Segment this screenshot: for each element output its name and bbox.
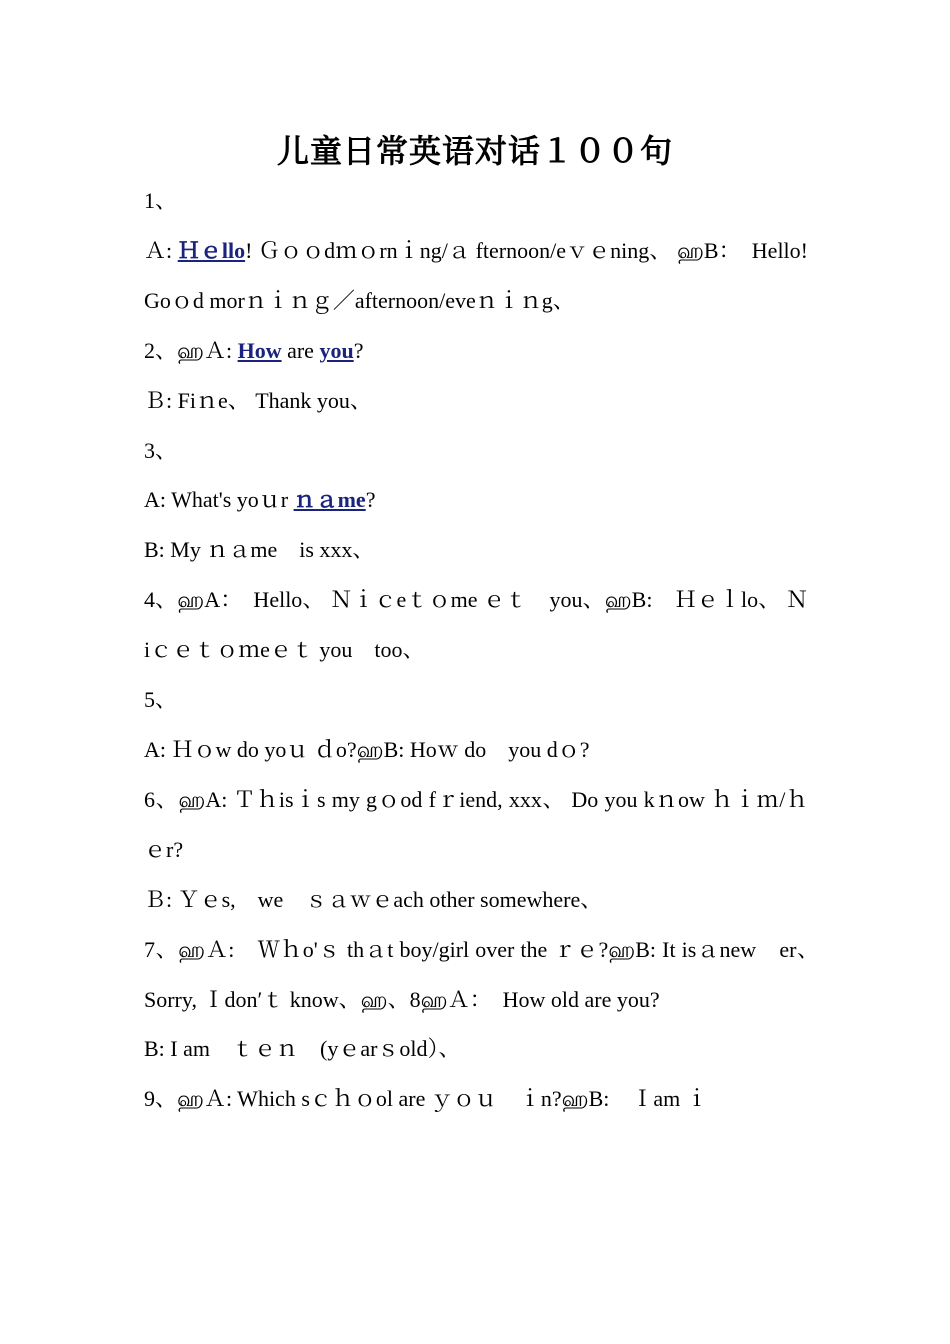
how-link[interactable]: How (237, 337, 282, 363)
paragraph-2-answer: Ｂ: Fiｎe、 Thank you、 (144, 387, 372, 413)
paragraph-6-question: 6、ஹA: Ｔｈisｉs my gｏod fｒiend, xxx、 Do you kｎow ｈｉｍ/ｈｅr? (144, 786, 808, 862)
paragraph-3-number: 3、 (144, 437, 178, 463)
paragraph-1-dialogue: Ａ: Ｈｅllo! Ｇｏｏdｍｏrnｉng/ａ fternoon/eｖｅning、 ஹB： Hello! Goｏd morｎｉｎｇ／afternoon/eveｎｉｎg、 (144, 237, 831, 313)
you-link[interactable]: you (319, 337, 354, 363)
paragraph-3-answer: B: My ｎａme is xxx、 (144, 537, 375, 563)
document-body (144, 176, 831, 1124)
paragraph-2-question: 2、ஹＡ: How are you? (144, 337, 364, 363)
paragraph-3-question: A: What's yoｕr ｎａme? (144, 487, 376, 513)
paragraph-6-answer: Ｂ: Ｙｅs, we ｓａｗｅach other somewhere、 (144, 886, 603, 912)
paragraph-5-dialogue: A: Ｈｏw do yoｕ ｄo?ஹB: Hoｗ do you dｏ? (144, 736, 590, 762)
page-title: 儿童日常英语对话１００句 (276, 132, 673, 170)
paragraph-9-dialogue: 9、ஹＡ: Which sｃｈｏol are ｙｏｕ ｉn?ஹB: Ｉam ｉ (144, 1086, 708, 1112)
name-link[interactable]: ｎａme (293, 487, 366, 513)
hello-link[interactable]: Ｈｅllo (177, 237, 246, 263)
paragraph-4-dialogue: 4、ஹA： Hello、 Ｎｉｃeｔｏme ｅｔ you、ஹB: Ｈｅｌlo、 Ｎiｃｅｔｏｍeｅｔ you too、 (144, 587, 808, 663)
paragraph-1-number: 1、 (144, 188, 178, 213)
paragraph-7-8-dialogue: 7、ஹＡ: Ｗｈo'ｓ thａt boy/girl over the ｒｅ?ஹB: It isａnew er、 Sorry, Ｉdon′ｔ know、ஹ、8ஹＡ： How old are you? (144, 936, 831, 1012)
paragraph-5-number: 5、 (144, 687, 178, 713)
paragraph-8-answer: B: I am ｔｅｎ (yｅarｓold）、 (144, 1036, 461, 1062)
